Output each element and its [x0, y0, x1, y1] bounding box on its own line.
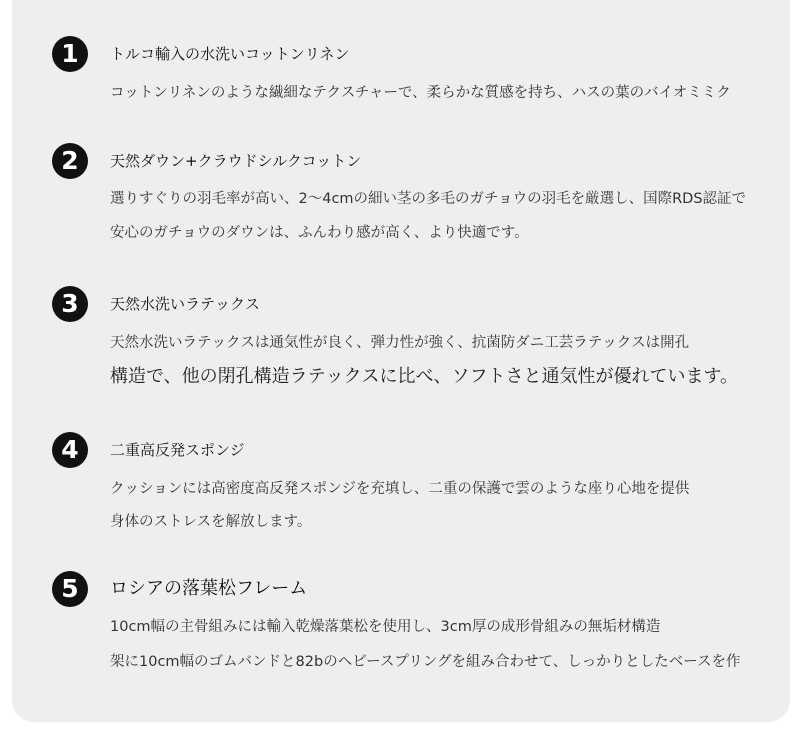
feature-description-line: 架に10cm幅のゴムバンドと82bのヘビースプリングを組み合わせて、しっかりとしたベースを作: [110, 654, 741, 670]
feature-description-line: 選りすぐりの羽毛率が高い、2〜4cmの細い茎の多毛のガチョウの羽毛を厳選し、国際RDS認証で: [110, 191, 747, 207]
feature-description-line: 10cm幅の主骨組みには輸入乾燥落葉松を使用し、3cm厚の成形骨組みの無垢材構造: [110, 619, 661, 635]
feature-title: 天然ダウン+クラウドシルクコットン: [110, 152, 362, 170]
feature-description-line: 安心のガチョウのダウンは、ふんわり感が高く、より快適です。: [110, 225, 529, 241]
number-badge: 5: [52, 571, 88, 607]
feature-title: 二重高反発スポンジ: [110, 441, 245, 459]
number-badge: 2: [52, 143, 88, 179]
feature-description-line: コットンリネンのような繊細なテクスチャーで、柔らかな質感を持ち、ハスの葉のバイオミミク: [110, 85, 731, 101]
feature-description-line: 構造で、他の閉孔構造ラテックスに比べ、ソフトさと通気性が優れています。: [110, 366, 739, 387]
feature-title: ロシアの落葉松フレーム: [110, 578, 308, 599]
feature-description-line: 天然水洗いラテックスは通気性が良く、弾力性が強く、抗菌防ダニ工芸ラテックスは開孔: [110, 335, 690, 351]
number-badge: 1: [52, 36, 88, 72]
number-badge: 4: [52, 432, 88, 468]
feature-title: 天然水洗いラテックス: [110, 295, 260, 313]
feature-card: [12, 0, 790, 722]
feature-description-line: 身体のストレスを解放します。: [110, 514, 312, 530]
feature-description-line: クッションには高密度高反発スポンジを充填し、二重の保護で雲のような座り心地を提供: [110, 481, 690, 497]
feature-title: トルコ輸入の水洗いコットンリネン: [110, 45, 350, 63]
number-badge: 3: [52, 286, 88, 322]
